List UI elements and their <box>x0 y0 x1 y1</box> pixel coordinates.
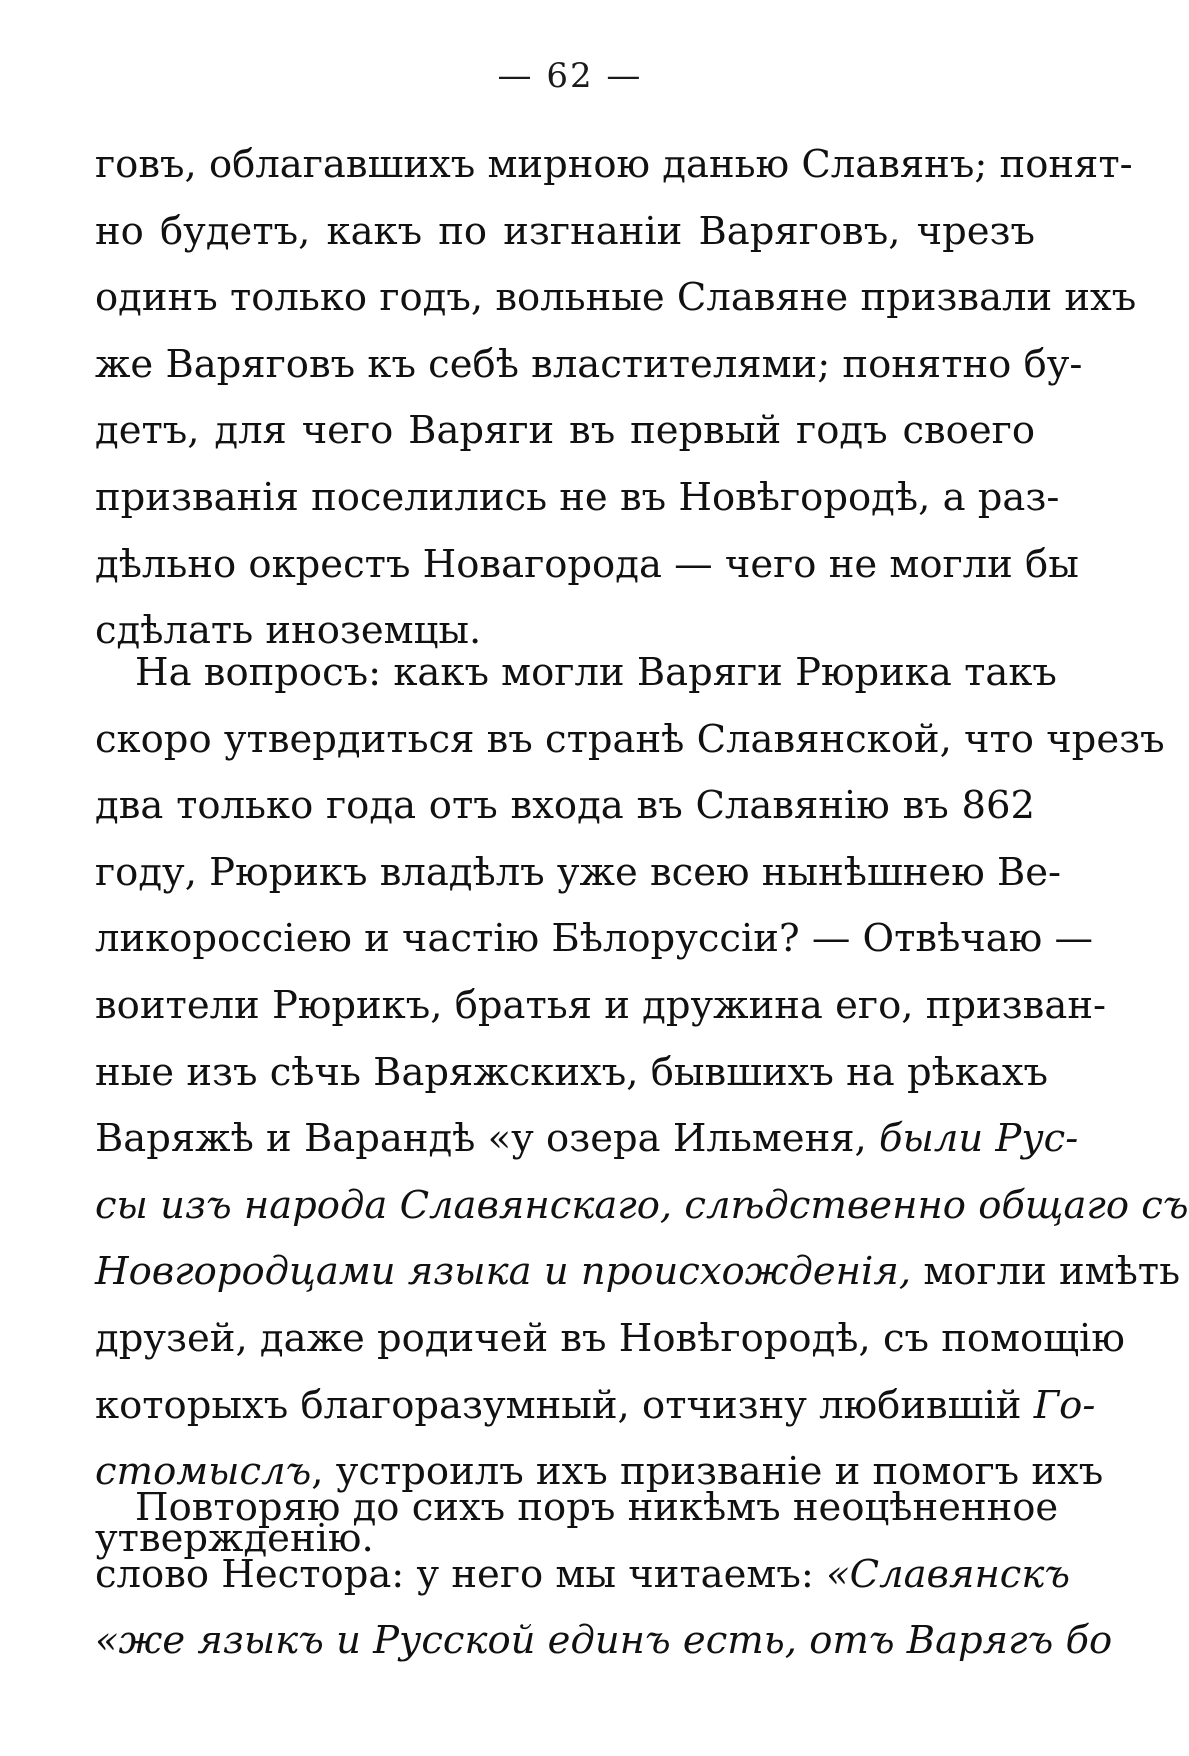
text-line: утвержденію. <box>95 1515 374 1561</box>
text-line: детъ, для чего Варяги въ первый годъ своего <box>95 408 1035 454</box>
text-span: , устроилъ ихъ призваніе и помогъ ихъ <box>311 1449 1104 1495</box>
italic-span: были Рус- <box>879 1116 1079 1162</box>
text-line: ные изъ сѣчь Варяжскихъ, бывшихъ на рѣкахъ <box>95 1049 1049 1095</box>
page-number: — 62 — <box>497 56 643 96</box>
italic-span: «Славянскъ <box>826 1551 1071 1597</box>
text-line: Повторяю до сихъ поръ никѣмъ неоцѣненное <box>135 1485 1059 1530</box>
text-line: но будетъ, какъ по изгнаніи Варяговъ, чрезъ <box>95 208 1035 254</box>
text-line <box>95 1239 1181 1306</box>
italic-span: стомыслъ <box>95 1449 312 1495</box>
paragraph-2 <box>95 640 1189 1572</box>
italic-line: сы изъ народа Славянскаго, слѣдственно общаго съ <box>95 1182 1189 1228</box>
italic-line: «же языкъ и Русской единъ есть, отъ Варягъ бо <box>95 1618 1113 1664</box>
text-line: друзей, даже родичей въ Новѣгородѣ, съ помощію <box>95 1315 1125 1361</box>
text-line: два только года отъ входа въ Славянію въ 862 <box>95 783 1035 829</box>
text-line: говъ, облагавшихъ мирною данью Славянъ; понят- <box>95 142 1133 187</box>
text-line: ликороссіею и частію Бѣлоруссіи? — Отвѣчаю — <box>95 916 1093 962</box>
text-span: которыхъ благоразумный, отчизну любившій <box>95 1382 1022 1428</box>
text-span: слово Нестора: у него мы читаемъ: <box>95 1551 814 1597</box>
text-span: Варяжѣ и Варандѣ «у озера Ильменя, <box>95 1116 867 1162</box>
paragraph-1 <box>95 132 1137 665</box>
text-line: сдѣлать иноземцы. <box>95 608 482 654</box>
text-line: На вопросъ: какъ могли Варяги Рюрика такъ <box>135 650 1057 695</box>
text-line: году, Рюрикъ владѣлъ уже всею нынѣшнею Ве- <box>95 849 1062 895</box>
text-span: могли имѣть <box>923 1249 1181 1295</box>
text-line: воители Рюрикъ, братья и дружина его, призван- <box>95 982 1106 1028</box>
text-line: скоро утвердиться въ странѣ Славянской, что чрезъ <box>95 716 1165 762</box>
text-line: одинъ только годъ, вольные Славяне призвали ихъ <box>95 275 1137 321</box>
text-line: призванія поселились не въ Новѣгородѣ, а раз- <box>95 474 1060 520</box>
text-line <box>95 1373 1096 1440</box>
text-line: дѣльно окрестъ Новагорода — чего не могли бы <box>95 541 1079 587</box>
text-line: же Варяговъ къ себѣ властителями; понятно бу- <box>95 341 1083 387</box>
italic-span: Новгородцами языка и происхожденія, <box>95 1249 912 1295</box>
text-line <box>95 1542 1071 1609</box>
italic-span: Го- <box>1033 1382 1096 1428</box>
text-line <box>95 1106 1079 1173</box>
paragraph-3 <box>95 1475 1113 1675</box>
